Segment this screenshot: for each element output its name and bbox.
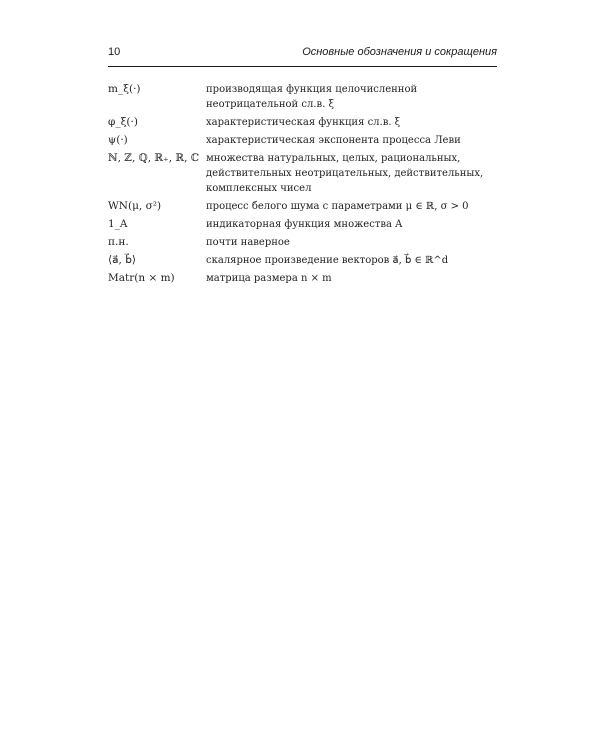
- notation-definition: скалярное произведение векторов a⃗, b⃗ ∈ ℝ^d: [206, 255, 449, 266]
- notation-row: [108, 199, 497, 214]
- notation-definition: индикаторная функция множества A: [206, 219, 403, 230]
- notation-definition: характеристическая экспонента процесса Леви: [206, 135, 461, 146]
- notation-row: [108, 253, 497, 268]
- notation-symbol: WN(μ, σ²): [108, 200, 162, 212]
- notation-definition: характеристическая функция сл.в. ξ: [206, 117, 401, 128]
- notation-row: [108, 271, 497, 286]
- notation-symbol: п.н.: [108, 236, 129, 248]
- notation-definition: процесс белого шума с параметрами μ ∈ ℝ, σ > 0: [206, 201, 469, 212]
- notation-row: [108, 235, 497, 250]
- notation-definition: производящая функция целочисленной неотрицательной сл.в. ξ: [206, 84, 418, 110]
- page-header: [108, 42, 497, 67]
- notation-symbol: 1_A: [108, 218, 128, 230]
- notation-symbol: Matr(n × m): [108, 272, 175, 284]
- notation-symbol: ⟨a⃗, b⃗⟩: [108, 254, 136, 266]
- notation-row: [108, 151, 497, 196]
- notation-symbol: ℕ, ℤ, ℚ, ℝ₊, ℝ, ℂ: [108, 152, 200, 164]
- notation-definition: множества натуральных, целых, рациональных, действительных неотрицательных, действительных, комплексных чисел: [206, 153, 484, 194]
- notation-symbol: φ_ξ(·): [108, 116, 138, 128]
- notation-symbol: ψ(·): [108, 134, 128, 146]
- notation-list: [108, 82, 497, 289]
- notation-row: [108, 133, 497, 148]
- notation-definition: матрица размера n × m: [206, 273, 332, 284]
- notation-definition: почти наверное: [206, 237, 290, 248]
- page-number: 10: [108, 46, 121, 58]
- notation-row: [108, 115, 497, 130]
- notation-row: [108, 217, 497, 232]
- running-title: Основные обозначения и сокращения: [302, 46, 497, 58]
- notation-symbol: m_ξ(·): [108, 83, 141, 95]
- notation-row: [108, 82, 497, 112]
